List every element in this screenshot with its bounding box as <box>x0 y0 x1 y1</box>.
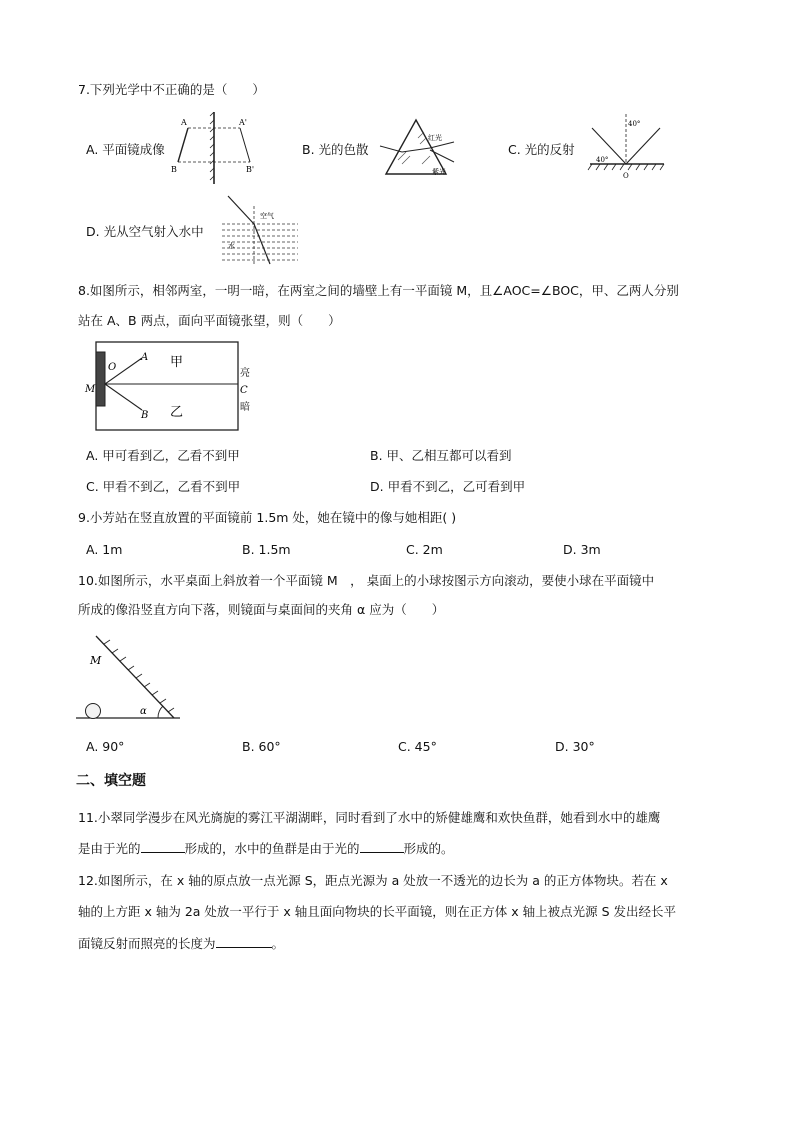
q10-option-b: B. 60° <box>242 739 281 754</box>
q7-option-a: A. 平面镜成像 <box>86 142 165 157</box>
q10-option-c: C. 45° <box>398 739 437 754</box>
label-o: O <box>108 362 117 373</box>
q8-option-d: D. 甲看不到乙，乙可看到甲 <box>370 479 526 494</box>
label-alpha: α <box>140 706 147 717</box>
q7-option-d: D. 光从空气射入水中 <box>86 224 204 239</box>
q11-blank-2[interactable] <box>360 840 404 853</box>
q9-option-a: A. 1m <box>86 542 123 557</box>
q12-blank[interactable] <box>216 935 272 948</box>
q8-stem-line2: 站在 A、B 两点，面向平面镜张望，则（ ） <box>78 313 341 328</box>
q12-line3 <box>78 935 284 952</box>
label-b: B <box>141 410 149 421</box>
label-a: A <box>141 352 149 363</box>
q11-text-part3: 形成的。 <box>403 841 454 856</box>
label-m: M <box>90 654 102 667</box>
q11-blank-1[interactable] <box>141 840 185 853</box>
label-b-prime: B' <box>246 165 255 174</box>
q9-option-c: C. 2m <box>406 542 443 557</box>
q9-option-d: D. 3m <box>563 542 601 557</box>
label-b: B <box>171 165 177 174</box>
label-a: A <box>181 118 187 127</box>
label-a-prime: A' <box>239 118 247 127</box>
q12-line1: 12.如图所示，在 x 轴的原点放一点光源 S，距点光源为 a 处放一不透光的边长为 a 的正方体物块。若在 x <box>78 873 668 888</box>
q10-option-a: A. 90° <box>86 739 125 754</box>
q8-option-b: B. 甲、乙相互都可以看到 <box>370 448 512 463</box>
label-bright: 亮 <box>240 368 250 379</box>
q10-figure-inclined-mirror <box>76 632 184 724</box>
label-c: C <box>240 385 248 396</box>
label-angle-incident: 40° <box>596 156 609 164</box>
q8-figure-rooms <box>84 338 260 434</box>
q11-text-part1: 是由于光的 <box>78 841 141 856</box>
q7-figure-d-refraction <box>218 192 300 268</box>
section-title: 二、填空题 <box>76 773 146 789</box>
q9-option-b: B. 1.5m <box>242 542 291 557</box>
label-dark: 暗 <box>240 402 250 413</box>
q9-stem: 9.小芳站在竖直放置的平面镜前 1.5m 处，她在镜中的像与她相距( ) <box>78 510 457 525</box>
q12-text-part2: 。 <box>271 936 285 951</box>
q12-text-part1: 面镜反射而照亮的长度为 <box>78 936 216 951</box>
label-violet-light: 紫光 <box>432 168 446 176</box>
q7-figure-b-prism-dispersion <box>378 116 460 178</box>
q7-option-c: C. 光的反射 <box>508 142 575 157</box>
label-m: M <box>85 384 96 395</box>
q7-figure-c-reflection <box>586 112 668 182</box>
label-air: 空气 <box>260 212 274 220</box>
q8-option-a: A. 甲可看到乙，乙看不到甲 <box>86 448 240 463</box>
q11-text-part2: 形成的，水中的鱼群是由于光的 <box>184 841 360 856</box>
q10-option-d: D. 30° <box>555 739 595 754</box>
q8-stem-line1: 8.如图所示，相邻两室，一明一暗，在两室之间的墙壁上有一平面镜 M，且∠AOC=∠BOC，甲、乙两人分别 <box>78 283 679 298</box>
q12-line2: 轴的上方距 x 轴为 2a 处放一平行于 x 轴且面向物块的长平面镜，则在正方体 x 轴上被点光源 S 发出经长平 <box>78 904 676 919</box>
label-water: 水 <box>228 242 235 250</box>
q7-option-b: B. 光的色散 <box>302 142 369 157</box>
label-yi: 乙 <box>170 405 184 420</box>
q10-stem-line2: 所成的像沿竖直方向下落，则镜面与桌面间的夹角 α 应为（ ） <box>78 602 445 617</box>
q7-figure-a-plane-mirror <box>168 112 260 188</box>
label-o: O <box>623 172 629 180</box>
label-jia: 甲 <box>170 355 184 370</box>
label-red-light: 红光 <box>428 134 442 142</box>
label-angle-reflect: 40° <box>628 120 641 128</box>
q11-line2 <box>78 840 454 857</box>
q8-option-c: C. 甲看不到乙，乙看不到甲 <box>86 479 241 494</box>
q11-line1: 11.小翠同学漫步在风光旖旎的雾江平湖湖畔，同时看到了水中的矫健雄鹰和欢快鱼群，她看到水中的雄鹰 <box>78 810 661 825</box>
q7-stem: 7.下列光学中不正确的是（ ） <box>78 82 265 97</box>
q10-stem-line1: 10.如图所示，水平桌面上斜放着一个平面镜 M ， 桌面上的小球按图示方向滚动，要使小球在平面镜中 <box>78 573 655 588</box>
